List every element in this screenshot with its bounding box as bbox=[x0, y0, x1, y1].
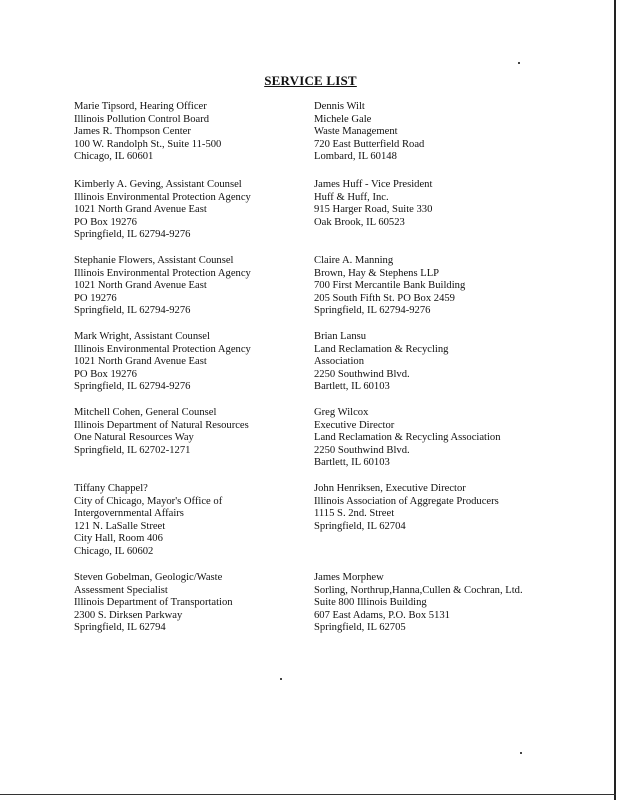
entry-line: City Hall, Room 406 bbox=[74, 533, 163, 545]
entry-line: John Henriksen, Executive Director bbox=[314, 483, 466, 494]
entry-line: Lombard, IL 60148 bbox=[314, 151, 397, 163]
entry-line: Tiffany Chappel? bbox=[74, 483, 148, 494]
entry-line: 1115 S. 2nd. Street bbox=[314, 508, 395, 520]
entry-line: Intergovernmental Affairs bbox=[74, 508, 184, 520]
entry-line: Chicago, IL 60602 bbox=[74, 545, 154, 557]
service-entry-right-4 bbox=[314, 331, 448, 394]
entry-line: Steven Gobelman, Geologic/Waste bbox=[74, 572, 223, 583]
service-entry-left-2 bbox=[74, 179, 251, 242]
entry-line: Springfield, IL 62794-9276 bbox=[314, 305, 431, 317]
entry-line: James R. Thompson Center bbox=[74, 126, 191, 138]
entry-line: Mitchell Cohen, General Counsel bbox=[74, 407, 217, 418]
entry-line: Springfield, IL 62702-1271 bbox=[74, 444, 191, 456]
service-entry-right-6 bbox=[314, 483, 499, 533]
scan-speck bbox=[518, 62, 520, 64]
service-entry-left-7 bbox=[74, 572, 233, 635]
entry-line: Illinois Association of Aggregate Producers bbox=[314, 495, 499, 507]
entry-line: Illinois Department of Transportation bbox=[74, 597, 233, 609]
entry-line: PO Box 19276 bbox=[74, 368, 137, 380]
entry-line: Michele Gale bbox=[314, 113, 372, 125]
entry-line: PO Box 19276 bbox=[74, 216, 137, 228]
entry-line: Assessment Specialist bbox=[74, 584, 168, 596]
entry-line: 121 N. LaSalle Street bbox=[74, 520, 166, 532]
entry-line: James Huff - Vice President bbox=[314, 179, 433, 190]
page-title: SERVICE LIST bbox=[264, 73, 357, 88]
entry-line: Executive Director bbox=[314, 419, 395, 431]
entry-line: Waste Management bbox=[314, 126, 398, 138]
entry-line: Illinois Environmental Protection Agency bbox=[74, 343, 251, 355]
entry-line: PO 19276 bbox=[74, 292, 117, 304]
entry-line: Springfield, IL 62794 bbox=[74, 622, 166, 634]
entry-line: Illinois Environmental Protection Agency bbox=[74, 267, 251, 279]
service-entry-left-6 bbox=[74, 483, 222, 559]
entry-line: Springfield, IL 62794-9276 bbox=[74, 305, 191, 317]
entry-line: 915 Harger Road, Suite 330 bbox=[314, 204, 433, 216]
entry-line: Springfield, IL 62794-9276 bbox=[74, 381, 191, 393]
service-entry-right-3 bbox=[314, 255, 465, 318]
entry-line: 205 South Fifth St. PO Box 2459 bbox=[314, 292, 455, 304]
entry-line: 1021 North Grand Avenue East bbox=[74, 356, 207, 368]
service-entry-right-5 bbox=[314, 407, 501, 470]
entry-line: Springfield, IL 62794-9276 bbox=[74, 229, 191, 241]
service-entry-left-3 bbox=[74, 255, 251, 318]
entry-line: 1021 North Grand Avenue East bbox=[74, 280, 207, 292]
entry-line: City of Chicago, Mayor's Office of bbox=[74, 495, 223, 507]
entry-line: Huff & Huff, Inc. bbox=[314, 191, 389, 203]
entry-line: Illinois Department of Natural Resources bbox=[74, 419, 249, 431]
entry-line: Sorling, Northrup,Hanna,Cullen & Cochran, Ltd. bbox=[314, 584, 523, 596]
service-entry-left-5 bbox=[74, 407, 249, 457]
entry-line: One Natural Resources Way bbox=[74, 432, 194, 444]
entry-line: Land Reclamation & Recycling bbox=[314, 343, 449, 355]
scan-right-edge bbox=[614, 0, 616, 800]
entry-line: Mark Wright, Assistant Counsel bbox=[74, 331, 210, 342]
entry-line: Marie Tipsord, Hearing Officer bbox=[74, 101, 207, 112]
entry-line: Oak Brook, IL 60523 bbox=[314, 216, 405, 228]
entry-line: Dennis Wilt bbox=[314, 101, 365, 112]
entry-line: Stephanie Flowers, Assistant Counsel bbox=[74, 255, 234, 266]
entry-line: Land Reclamation & Recycling Association bbox=[314, 432, 501, 444]
entry-line: 700 First Mercantile Bank Building bbox=[314, 280, 466, 292]
entry-line: Bartlett, IL 60103 bbox=[314, 457, 390, 469]
entry-line: Illinois Pollution Control Board bbox=[74, 113, 210, 125]
entry-line: Kimberly A. Geving, Assistant Counsel bbox=[74, 179, 242, 190]
entry-line: Bartlett, IL 60103 bbox=[314, 381, 390, 393]
service-entry-right-1 bbox=[314, 101, 424, 164]
scan-speck bbox=[520, 752, 522, 754]
entry-line: 720 East Butterfield Road bbox=[314, 138, 425, 150]
service-entry-right-7 bbox=[314, 572, 523, 635]
entry-line: Claire A. Manning bbox=[314, 255, 394, 266]
entry-line: Springfield, IL 62704 bbox=[314, 520, 406, 532]
service-entry-left-1 bbox=[74, 101, 221, 164]
entry-line: Illinois Environmental Protection Agency bbox=[74, 191, 251, 203]
entry-line: Brian Lansu bbox=[314, 331, 367, 342]
entry-line: Greg Wilcox bbox=[314, 407, 369, 418]
entry-line: Suite 800 Illinois Building bbox=[314, 597, 427, 609]
entry-line: Brown, Hay & Stephens LLP bbox=[314, 267, 440, 279]
service-entry-left-4 bbox=[74, 331, 251, 394]
entry-line: Springfield, IL 62705 bbox=[314, 622, 406, 634]
entry-line: 607 East Adams, P.O. Box 5131 bbox=[314, 609, 450, 621]
entry-line: 2250 Southwind Blvd. bbox=[314, 444, 410, 456]
entry-line: 100 W. Randolph St., Suite 11-500 bbox=[74, 138, 222, 150]
entry-line: Chicago, IL 60601 bbox=[74, 151, 154, 163]
entry-line: 2250 Southwind Blvd. bbox=[314, 368, 410, 380]
entry-line: 2300 S. Dirksen Parkway bbox=[74, 609, 183, 621]
scan-speck bbox=[280, 678, 282, 680]
entry-line: Association bbox=[314, 356, 365, 368]
entry-line: 1021 North Grand Avenue East bbox=[74, 204, 207, 216]
entry-line: James Morphew bbox=[314, 572, 384, 583]
service-entry-right-2 bbox=[314, 179, 432, 229]
scan-bottom-edge bbox=[0, 794, 616, 795]
